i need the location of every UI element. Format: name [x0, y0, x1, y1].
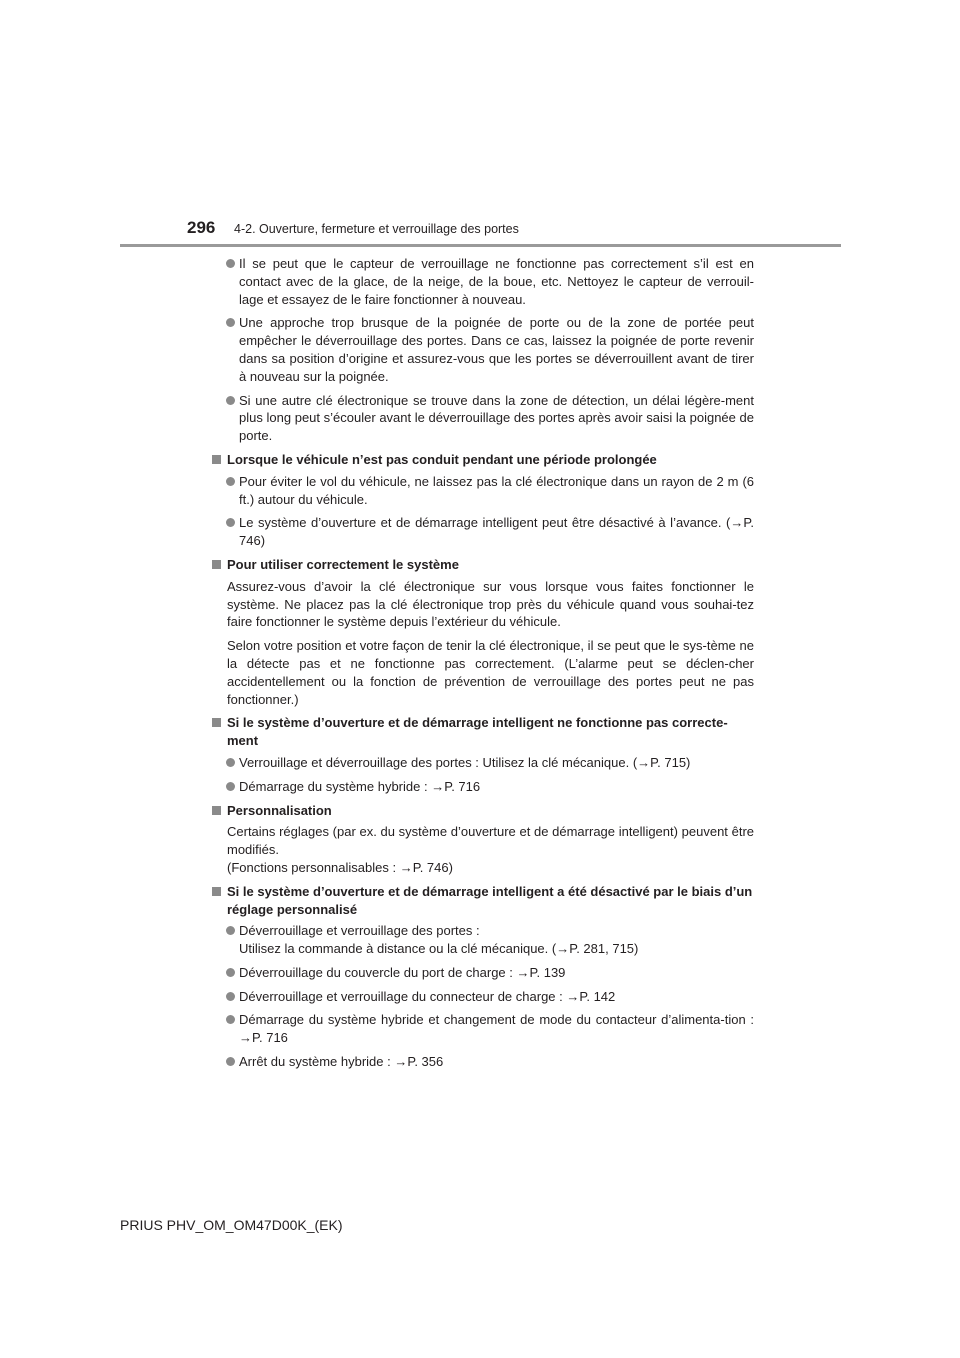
section-heading: [211, 556, 754, 574]
section-heading: [211, 714, 754, 750]
bullet-item: [211, 754, 754, 772]
page-number: 296: [187, 218, 216, 237]
heading-text: Personnalisation: [227, 802, 332, 818]
section-heading: [211, 802, 754, 820]
bullet-item: [211, 1053, 754, 1071]
round-bullet-icon: [226, 1057, 235, 1066]
bullet-text: Une approche trop brusque de la poignée de porte ou de la zone de portée peut empêcher le déverrouillage des portes. Dans ce cas, laissez la poignée de porte revenir dans sa position d’origine et assurez-vous que les portes se déverrouillent avant de tirer à nouveau sur la poignée.: [239, 315, 754, 384]
square-bullet-icon: [212, 455, 221, 464]
bullet-text: Déverrouillage et verrouillage du connecteur de charge : →P. 142: [239, 988, 616, 1004]
round-bullet-icon: [226, 518, 235, 527]
section-heading: [211, 883, 754, 919]
round-bullet-icon: [226, 968, 235, 977]
round-bullet-icon: [226, 758, 235, 767]
bullet-item: [211, 514, 754, 550]
section-title: 4-2. Ouverture, fermeture et verrouillage des portes: [234, 222, 519, 236]
square-bullet-icon: [212, 806, 221, 815]
para-text: Certains réglages (par ex. du système d’ouverture et de démarrage intelligent) peuvent être modifiés. (Fonctions personnalisables : →P. 746): [227, 824, 754, 875]
round-bullet-icon: [226, 926, 235, 935]
round-bullet-icon: [226, 992, 235, 1001]
bullet-item: [211, 922, 754, 958]
paragraph: [211, 578, 754, 631]
bullet-text: Démarrage du système hybride : →P. 716: [239, 778, 481, 794]
bullet-text: Verrouillage et déverrouillage des portes : Utilisez la clé mécanique. (→P. 715): [239, 754, 691, 770]
heading-text: Si le système d’ouverture et de démarrage intelligent a été désactivé par le biais d’un réglage personnalisé: [227, 883, 753, 917]
bullet-item: [211, 255, 754, 308]
heading-text: Lorsque le véhicule n’est pas conduit pendant une période prolongée: [227, 451, 657, 467]
bullet-text: Le système d’ouverture et de démarrage intelligent peut être désactivé à l’avance. (→P. 746): [239, 515, 754, 549]
square-bullet-icon: [212, 887, 221, 896]
bullet-item: [211, 1011, 754, 1047]
bullet-item: [211, 473, 754, 509]
square-bullet-icon: [212, 718, 221, 727]
round-bullet-icon: [226, 318, 235, 327]
bullet-text: Déverrouillage et verrouillage des portes : Utilisez la commande à distance ou la clé mécanique. (→P. 281, 715): [239, 923, 639, 957]
round-bullet-icon: [226, 477, 235, 486]
para-text: Selon votre position et votre façon de tenir la clé électronique, il se peut que le sys-tème ne la détecte pas et ne fonctionne pas correctement. (L’alarme peut se déclen-cher accidentellement ou la fonction de prévention de verrouillage des portes peut ne pas fonctionner.): [227, 638, 754, 707]
manual-content: [211, 255, 754, 1077]
heading-text: Pour utiliser correctement le système: [227, 556, 459, 572]
bullet-text: Il se peut que le capteur de verrouillage ne fonctionne pas correctement s’il est en contact avec de la glace, de la neige, de la boue, etc. Nettoyez le capteur de verrouil-lage et essayez de le faire fonctionner à nouveau.: [239, 256, 754, 307]
bullet-text: Si une autre clé électronique se trouve dans la zone de détection, un délai légère-ment plus long peut s’écouler avant le déverrouillage des portes après avoir saisi la poignée de porte.: [239, 392, 754, 444]
paragraph: [211, 637, 754, 708]
square-bullet-icon: [212, 560, 221, 569]
round-bullet-icon: [226, 1015, 235, 1024]
round-bullet-icon: [226, 782, 235, 791]
bullet-text: Arrêt du système hybride : →P. 356: [239, 1054, 444, 1070]
bullet-text: Démarrage du système hybride et changement de mode du contacteur d’alimenta-tion : →P. 716: [239, 1012, 754, 1046]
round-bullet-icon: [226, 259, 235, 268]
paragraph: [211, 823, 754, 876]
heading-text: Si le système d’ouverture et de démarrage intelligent ne fonctionne pas correcte-ment: [227, 715, 728, 749]
header-rule: [120, 244, 841, 247]
bullet-item: [211, 392, 754, 445]
bullet-item: [211, 964, 754, 982]
bullet-item: [211, 314, 754, 385]
round-bullet-icon: [226, 396, 235, 405]
bullet-item: [211, 988, 754, 1006]
para-text: Assurez-vous d’avoir la clé électronique sur vous lorsque vous faites fonctionner le système. Ne placez pas la clé électronique trop près du véhicule quand vous souhai-tez faire fonctionner le système depuis l’extérieur du véhicule.: [227, 578, 754, 630]
section-heading: [211, 451, 754, 469]
bullet-text: Déverrouillage du couvercle du port de charge : →P. 139: [239, 964, 566, 980]
footer-doc-id: PRIUS PHV_OM_OM47D00K_(EK): [120, 1217, 343, 1233]
bullet-item: [211, 778, 754, 796]
bullet-text: Pour éviter le vol du véhicule, ne laissez pas la clé électronique dans un rayon de 2 m (6 ft.) autour du véhicule.: [239, 473, 754, 507]
